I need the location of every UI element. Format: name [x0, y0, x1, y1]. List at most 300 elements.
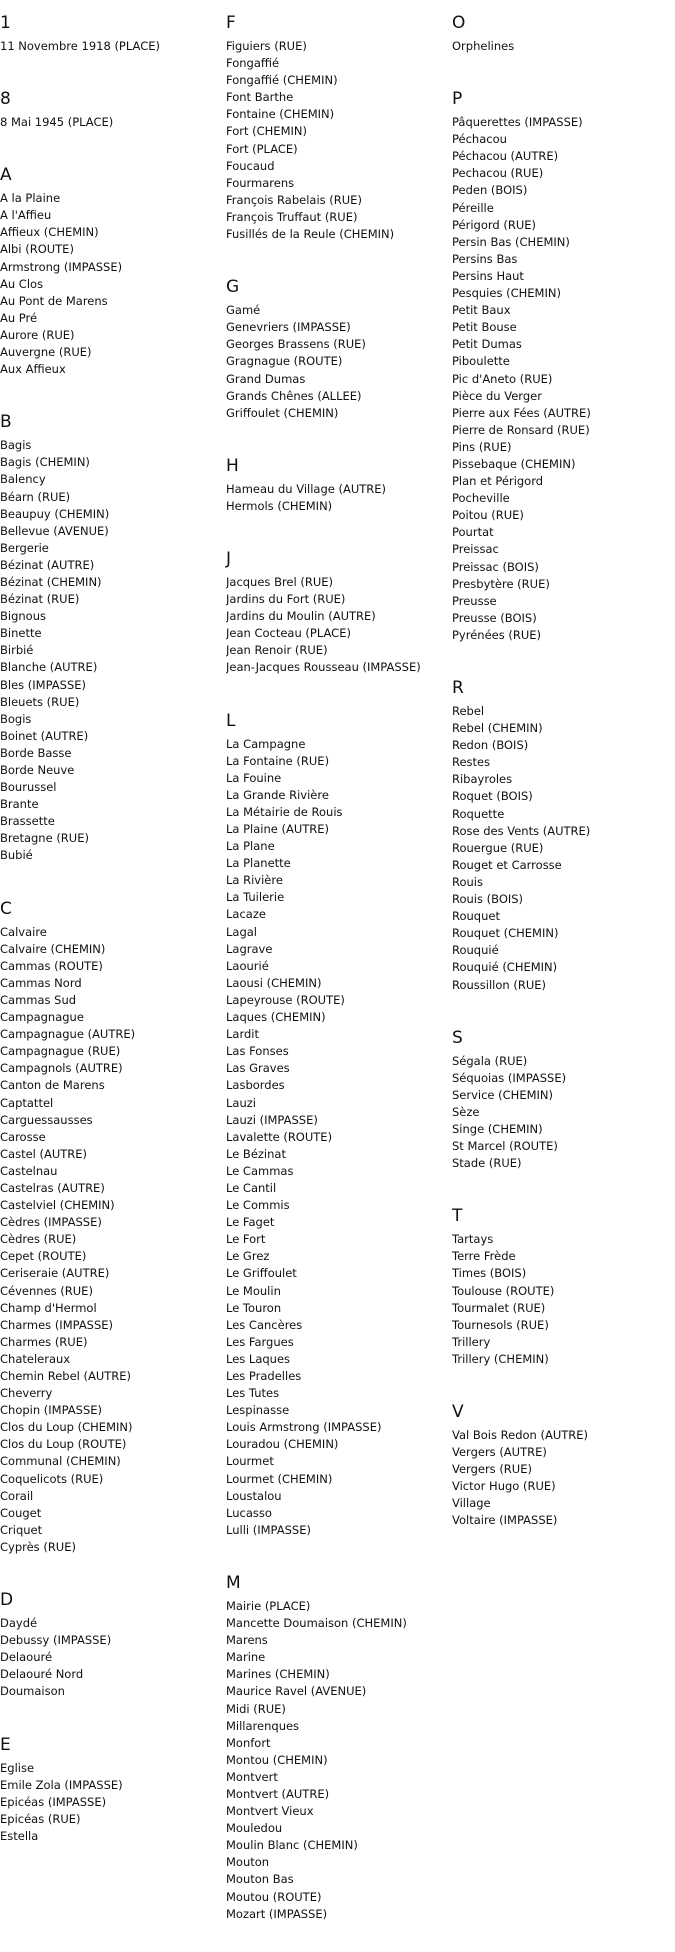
- street-name-item: Captattel: [0, 1095, 54, 1110]
- street-name-item: Communal (CHEMIN): [0, 1454, 121, 1469]
- street-name-item: Preissac: [452, 542, 499, 557]
- street-name-item: Monfort: [226, 1735, 271, 1750]
- street-list: [0, 1615, 220, 1700]
- street-list: [452, 1053, 672, 1173]
- section-letter-heading: F: [226, 13, 236, 33]
- street-name-item: Fontaine (CHEMIN): [226, 107, 335, 122]
- street-name-item: Aurore (RUE): [0, 327, 75, 342]
- letter-section: [226, 8, 446, 243]
- street-list: [452, 1427, 672, 1530]
- street-name-item: Bogis: [0, 711, 32, 726]
- street-name-item: La Tuilerie: [226, 890, 285, 905]
- section-letter-heading: P: [452, 89, 463, 110]
- street-name-item: Mancette Doumaison (CHEMIN): [226, 1616, 407, 1631]
- street-name-item: Pic d'Aneto (RUE): [452, 371, 553, 386]
- street-name-item: Georges Brassens (RUE): [226, 337, 366, 352]
- street-name-item: Au Pré: [0, 310, 38, 325]
- street-name-item: Epicéas (IMPASSE): [0, 1794, 107, 1809]
- letter-section: [226, 272, 446, 422]
- street-name-item: Figuiers (RUE): [226, 39, 307, 53]
- section-letter-heading: E: [0, 1734, 11, 1755]
- street-name-item: Foucaud: [226, 158, 275, 173]
- street-name-item: Rouergue (RUE): [452, 840, 544, 855]
- street-name-item: Rouquet: [452, 909, 500, 924]
- street-name-item: Rouquet (CHEMIN): [452, 926, 559, 941]
- street-name-item: Bagis: [0, 438, 32, 453]
- section-letter-heading: R: [452, 678, 464, 698]
- street-name-item: Bézinat (CHEMIN): [0, 574, 102, 589]
- street-name-item: Bignous: [0, 609, 46, 624]
- street-name-item: La Grande Rivière: [226, 787, 329, 802]
- street-name-item: Petit Bouse: [452, 320, 517, 335]
- letter-section: [226, 544, 446, 677]
- street-name-item: Val Bois Redon (AUTRE): [452, 1428, 589, 1442]
- street-name-item: Ribayroles: [452, 772, 513, 787]
- letter-section: [0, 1585, 220, 1700]
- section-letter-heading: T: [452, 1206, 463, 1227]
- street-name-item: Le Bézinat: [226, 1146, 286, 1161]
- street-name-item: Bubié: [0, 848, 33, 863]
- letter-section: [226, 1568, 446, 1923]
- index-column-1: [0, 8, 220, 1874]
- street-list: [226, 1598, 446, 1923]
- section-letter-heading: V: [452, 1402, 464, 1422]
- street-name-item: Jean-Jacques Rousseau (IMPASSE): [226, 660, 421, 675]
- section-letter-heading: H: [226, 455, 239, 476]
- street-name-item: Bagis (CHEMIN): [0, 455, 90, 470]
- street-name-item: Mouledou: [226, 1821, 283, 1836]
- street-name-item: Plan et Périgord: [452, 474, 544, 489]
- section-letter-heading: 8: [0, 89, 11, 110]
- street-name-item: Laousi (CHEMIN): [226, 975, 322, 990]
- street-name-item: Binette: [0, 626, 42, 641]
- street-name-item: Terre Frède: [452, 1249, 516, 1264]
- street-name-item: Bretagne (RUE): [0, 831, 89, 846]
- street-name-item: Fort (CHEMIN): [226, 124, 307, 139]
- letter-section: [0, 84, 220, 131]
- street-name-item: Péchacou (AUTRE): [452, 149, 559, 164]
- street-name-item: Lulli (IMPASSE): [226, 1522, 311, 1537]
- section-letter-heading: C: [0, 898, 12, 919]
- street-name-item: Campagnols (AUTRE): [0, 1061, 123, 1076]
- letter-section: [452, 1201, 672, 1368]
- street-name-item: Fusillés de la Reule (CHEMIN): [226, 227, 395, 242]
- letter-section: [226, 706, 446, 1539]
- street-name-item: Pocheville: [452, 491, 510, 506]
- section-letter-heading: J: [226, 548, 232, 569]
- street-name-item: Lespinasse: [226, 1403, 290, 1418]
- street-name-item: Affieux (CHEMIN): [0, 225, 99, 240]
- street-name-item: Pierre aux Fées (AUTRE): [452, 405, 591, 420]
- street-name-item: Stade (RUE): [452, 1156, 522, 1171]
- street-name-item: Campagnague: [0, 1010, 84, 1025]
- street-name-item: Carguessausses: [0, 1112, 93, 1127]
- street-name-item: Mouton: [226, 1855, 270, 1870]
- street-name-item: Las Graves: [226, 1061, 290, 1076]
- street-name-item: Piboulette: [452, 354, 510, 369]
- street-name-item: Le Cantil: [226, 1180, 277, 1195]
- street-name-item: Le Faget: [226, 1215, 275, 1230]
- street-name-item: Coquelicots (RUE): [0, 1471, 104, 1486]
- street-name-item: Preissac (BOIS): [452, 559, 539, 574]
- street-name-item: Castelras (AUTRE): [0, 1180, 105, 1195]
- street-name-item: Calvaire: [0, 924, 47, 939]
- street-name-item: Pierre de Ronsard (RUE): [452, 422, 590, 437]
- street-name-item: Bellevue (AVENUE): [0, 523, 109, 538]
- street-name-item: Béarn (RUE): [0, 489, 71, 504]
- street-name-item: St Marcel (ROUTE): [452, 1139, 558, 1154]
- street-name-item: Chemin Rebel (AUTRE): [0, 1369, 132, 1383]
- street-name-item: Delaouré Nord: [0, 1667, 84, 1682]
- street-name-item: Grands Chênes (ALLEE): [226, 388, 362, 403]
- street-name-item: Canton de Marens: [0, 1078, 105, 1093]
- street-name-item: Grand Dumas: [226, 371, 306, 386]
- street-name-item: Mozart (IMPASSE): [226, 1906, 328, 1921]
- street-name-item: Campagnague (RUE): [0, 1044, 121, 1059]
- street-name-item: Mairie (PLACE): [226, 1598, 311, 1613]
- street-name-item: Millarenques: [226, 1718, 300, 1733]
- street-name-item: Tourmalet (RUE): [452, 1300, 546, 1315]
- street-name-item: Brassette: [0, 814, 55, 829]
- street-name-item: Mouton Bas: [226, 1872, 294, 1887]
- street-list: [0, 1760, 220, 1845]
- street-name-item: Les Laques: [226, 1351, 291, 1366]
- street-name-item: 8 Mai 1945 (PLACE): [0, 115, 114, 130]
- letter-section: [0, 1730, 220, 1845]
- street-name-item: Lauzi: [226, 1095, 256, 1110]
- street-list: [0, 114, 220, 131]
- street-name-item: Griffoulet (CHEMIN): [226, 405, 339, 420]
- street-name-item: Persins Haut: [452, 268, 524, 283]
- street-name-item: François Truffaut (RUE): [226, 209, 358, 224]
- street-name-item: Péreille: [452, 200, 494, 215]
- street-name-item: A la Plaine: [0, 191, 61, 206]
- street-list: [452, 38, 672, 55]
- street-name-item: Pissebaque (CHEMIN): [452, 456, 576, 471]
- street-name-item: Persins Bas: [452, 251, 518, 266]
- street-name-item: Marens: [226, 1633, 268, 1648]
- street-name-item: Le Commis: [226, 1198, 290, 1213]
- street-list: [226, 38, 446, 243]
- street-name-item: Bézinat (RUE): [0, 592, 80, 607]
- letter-section: [452, 8, 672, 55]
- street-list: [226, 736, 446, 1539]
- index-column-2: [226, 8, 446, 1952]
- street-name-item: Lauzi (IMPASSE): [226, 1112, 318, 1127]
- street-name-item: Albi (ROUTE): [0, 242, 74, 257]
- street-name-item: Cèdres (IMPASSE): [0, 1215, 102, 1230]
- letter-section: [452, 673, 672, 994]
- street-name-item: Borde Neuve: [0, 763, 75, 777]
- street-name-item: La Plaine (AUTRE): [226, 822, 330, 836]
- street-name-item: Lucasso: [226, 1505, 272, 1520]
- street-name-item: Lacaze: [226, 907, 266, 922]
- street-name-item: Doumaison: [0, 1684, 65, 1699]
- street-name-item: Village: [452, 1496, 491, 1511]
- letter-section: [0, 894, 220, 1556]
- street-name-item: Aux Affieux: [0, 362, 66, 377]
- street-name-item: Louradou (CHEMIN): [226, 1437, 339, 1452]
- street-name-item: Lourmet: [226, 1454, 274, 1469]
- index-column-3: [452, 8, 672, 1559]
- street-name-item: Corail: [0, 1488, 34, 1503]
- street-name-item: Birbié: [0, 643, 34, 658]
- street-name-item: Petit Baux: [452, 303, 511, 318]
- street-name-item: Rebel: [452, 704, 485, 718]
- street-name-item: Montvert Vieux: [226, 1804, 314, 1819]
- street-name-item: Pins (RUE): [452, 439, 512, 454]
- street-name-item: Pièce du Verger: [452, 388, 542, 403]
- street-name-item: Au Clos: [0, 276, 44, 291]
- street-name-item: Montou (CHEMIN): [226, 1752, 328, 1767]
- street-name-item: Redon (BOIS): [452, 738, 529, 753]
- section-letter-heading: A: [0, 165, 12, 186]
- street-name-item: La Métairie de Rouis: [226, 804, 343, 819]
- street-name-item: Au Pont de Marens: [0, 293, 108, 308]
- street-name-item: Périgord (RUE): [452, 217, 536, 232]
- street-name-item: Sèze: [452, 1104, 480, 1119]
- street-name-item: Campagnague (AUTRE): [0, 1027, 136, 1042]
- street-name-item: Lagrave: [226, 941, 273, 956]
- street-list: [0, 38, 220, 55]
- street-name-item: Fongaffié (CHEMIN): [226, 73, 338, 88]
- street-name-item: Rose des Vents (AUTRE): [452, 823, 591, 838]
- street-name-item: Cammas Nord: [0, 975, 82, 990]
- section-letter-heading: L: [226, 710, 236, 731]
- street-name-item: Rouis (BOIS): [452, 892, 524, 907]
- street-name-item: Poitou (RUE): [452, 508, 524, 523]
- street-name-item: Les Pradelles: [226, 1369, 302, 1383]
- street-name-item: Trillery (CHEMIN): [452, 1351, 549, 1366]
- street-name-item: La Fontaine (RUE): [226, 753, 330, 768]
- street-name-item: Bergerie: [0, 540, 49, 555]
- street-name-item: Font Barthe: [226, 90, 294, 105]
- street-name-item: Singe (CHEMIN): [452, 1121, 543, 1136]
- street-name-item: Vergers (AUTRE): [452, 1445, 547, 1460]
- street-name-item: La Rivière: [226, 873, 283, 888]
- street-name-item: Rouget et Carrosse: [452, 857, 562, 872]
- street-name-item: A l'Affieu: [0, 208, 52, 223]
- street-name-item: Chateleraux: [0, 1351, 71, 1366]
- street-name-item: Bleuets (RUE): [0, 694, 80, 709]
- street-name-item: Daydé: [0, 1616, 38, 1631]
- street-name-item: Moulin Blanc (CHEMIN): [226, 1838, 358, 1853]
- street-name-item: Cammas Sud: [0, 992, 77, 1007]
- street-name-item: Trillery: [452, 1334, 491, 1349]
- street-name-item: Emile Zola (IMPASSE): [0, 1777, 123, 1792]
- street-name-item: Cheverry: [0, 1386, 53, 1401]
- street-name-item: Peden (BOIS): [452, 183, 528, 198]
- street-name-item: Victor Hugo (RUE): [452, 1479, 556, 1494]
- street-list: [226, 302, 446, 422]
- street-name-item: Rouquié: [452, 943, 499, 958]
- street-name-item: Jean Cocteau (PLACE): [226, 626, 351, 641]
- street-name-item: Moutou (ROUTE): [226, 1889, 322, 1904]
- street-name-item: Roquette: [452, 806, 505, 821]
- street-name-item: Castelviel (CHEMIN): [0, 1198, 115, 1213]
- street-name-item: Bles (IMPASSE): [0, 677, 87, 692]
- street-name-item: Le Griffoulet: [226, 1266, 297, 1281]
- street-name-item: Roussillon (RUE): [452, 977, 546, 992]
- street-name-item: Preusse (BOIS): [452, 610, 537, 625]
- street-name-item: Vergers (RUE): [452, 1462, 532, 1477]
- street-name-item: Couget: [0, 1505, 42, 1520]
- street-name-item: Delaouré: [0, 1650, 53, 1665]
- street-name-item: Eglise: [0, 1760, 35, 1775]
- street-name-item: Rebel (CHEMIN): [452, 721, 543, 736]
- street-name-item: Cyprès (RUE): [0, 1539, 76, 1554]
- street-name-item: Gamé: [226, 303, 261, 318]
- street-name-item: La Campagne: [226, 736, 306, 751]
- street-list: [452, 114, 672, 644]
- street-name-item: Bézinat (AUTRE): [0, 557, 95, 572]
- section-letter-heading: M: [226, 1572, 241, 1593]
- street-list: [226, 574, 446, 677]
- street-name-item: Persin Bas (CHEMIN): [452, 234, 570, 249]
- street-name-item: Beaupuy (CHEMIN): [0, 506, 110, 521]
- street-name-item: Lasbordes: [226, 1078, 285, 1093]
- street-name-item: Roquet (BOIS): [452, 789, 533, 804]
- street-name-item: Cèdres (RUE): [0, 1232, 77, 1247]
- street-name-item: Marine: [226, 1650, 266, 1665]
- street-name-item: Rouquié (CHEMIN): [452, 960, 558, 975]
- letter-section: [452, 84, 672, 644]
- street-name-item: Pyrénées (RUE): [452, 627, 542, 642]
- street-name-item: Midi (RUE): [226, 1701, 286, 1716]
- street-name-item: Rouis: [452, 874, 483, 889]
- street-name-item: Castelnau: [0, 1163, 58, 1178]
- street-name-item: Balency: [0, 472, 46, 487]
- street-name-item: Brante: [0, 797, 39, 812]
- street-name-item: Preusse: [452, 593, 497, 608]
- street-name-item: Estella: [0, 1828, 39, 1843]
- letter-section: [0, 8, 220, 55]
- street-name-item: Pâquerettes (IMPASSE): [452, 115, 583, 130]
- street-name-item: Petit Dumas: [452, 337, 522, 352]
- street-name-item: La Planette: [226, 856, 291, 871]
- street-name-item: Gragnague (ROUTE): [226, 354, 343, 369]
- street-name-item: Genevriers (IMPASSE): [226, 320, 351, 335]
- street-list: [0, 437, 220, 864]
- street-name-item: Fongaffié: [226, 56, 280, 71]
- street-name-item: Clos du Loup (CHEMIN): [0, 1420, 133, 1435]
- street-name-item: Orphelines: [452, 39, 515, 53]
- street-name-item: Lavalette (ROUTE): [226, 1129, 333, 1144]
- street-list: [452, 703, 672, 994]
- section-letter-heading: G: [226, 277, 240, 298]
- street-name-item: Montvert: [226, 1769, 278, 1784]
- street-name-item: Tartays: [452, 1232, 494, 1247]
- street-name-item: Armstrong (IMPASSE): [0, 259, 123, 274]
- street-name-item: Ségala (RUE): [452, 1053, 528, 1068]
- street-name-item: La Fouine: [226, 770, 282, 785]
- street-name-item: Maurice Ravel (AVENUE): [226, 1684, 367, 1699]
- street-name-item: Le Cammas: [226, 1163, 294, 1178]
- street-name-item: Le Fort: [226, 1232, 266, 1247]
- street-name-item: Ceriseraie (AUTRE): [0, 1266, 110, 1281]
- street-name-item: Montvert (AUTRE): [226, 1786, 330, 1801]
- letter-section: [452, 1023, 672, 1173]
- letter-section: [0, 160, 220, 378]
- section-letter-heading: 1: [0, 13, 11, 33]
- street-name-item: Auvergne (RUE): [0, 345, 92, 360]
- letter-section: [0, 407, 220, 864]
- street-name-item: Laourié: [226, 958, 269, 973]
- street-list: [0, 924, 220, 1556]
- street-name-item: Las Fonses: [226, 1044, 289, 1059]
- street-name-item: 11 Novembre 1918 (PLACE): [0, 39, 160, 53]
- street-name-item: Cepet (ROUTE): [0, 1249, 87, 1264]
- street-name-item: Charmes (IMPASSE): [0, 1317, 114, 1332]
- letter-section: [452, 1397, 672, 1530]
- street-name-item: Fort (PLACE): [226, 141, 298, 156]
- street-name-item: Séquoias (IMPASSE): [452, 1070, 567, 1085]
- street-name-item: Cammas (ROUTE): [0, 958, 103, 973]
- street-name-item: Le Grez: [226, 1249, 270, 1264]
- street-name-item: Péchacou: [452, 132, 507, 147]
- section-letter-heading: B: [0, 412, 12, 433]
- street-name-item: Chopin (IMPASSE): [0, 1403, 103, 1418]
- street-name-item: Epicéas (RUE): [0, 1811, 81, 1826]
- street-name-item: Les Cancères: [226, 1317, 303, 1332]
- street-name-item: Times (BOIS): [452, 1266, 527, 1281]
- street-name-item: Hameau du Village (AUTRE): [226, 481, 387, 496]
- street-name-item: Lagal: [226, 924, 257, 939]
- street-name-item: Criquet: [0, 1522, 43, 1537]
- street-name-item: Lardit: [226, 1027, 259, 1042]
- street-name-item: Clos du Loup (ROUTE): [0, 1437, 127, 1452]
- street-name-item: Borde Basse: [0, 745, 72, 760]
- street-name-item: Marines (CHEMIN): [226, 1667, 330, 1682]
- street-name-item: Laques (CHEMIN): [226, 1010, 326, 1025]
- street-name-item: Charmes (RUE): [0, 1334, 88, 1349]
- street-name-item: Presbytère (RUE): [452, 576, 550, 591]
- section-letter-heading: S: [452, 1027, 463, 1048]
- street-name-item: Pesquies (CHEMIN): [452, 286, 561, 301]
- street-name-item: Bourussel: [0, 780, 57, 795]
- street-name-item: Champ d'Hermol: [0, 1300, 97, 1315]
- street-name-item: Debussy (IMPASSE): [0, 1633, 112, 1648]
- street-name-item: Carosse: [0, 1129, 46, 1144]
- street-name-item: Blanche (AUTRE): [0, 660, 98, 675]
- street-name-item: Jardins du Fort (RUE): [226, 592, 346, 607]
- street-list: [226, 481, 446, 515]
- street-name-item: Pechacou (RUE): [452, 166, 544, 181]
- street-name-item: Boinet (AUTRE): [0, 728, 89, 743]
- street-name-item: Fourmarens: [226, 175, 295, 190]
- street-name-item: Tournesols (RUE): [452, 1317, 549, 1332]
- street-name-item: Les Tutes: [226, 1386, 280, 1401]
- street-name-item: Jean Renoir (RUE): [226, 643, 328, 658]
- street-name-item: Le Moulin: [226, 1283, 281, 1298]
- section-letter-heading: D: [0, 1590, 14, 1611]
- street-name-item: Le Touron: [226, 1300, 282, 1315]
- street-name-item: Lourmet (CHEMIN): [226, 1471, 333, 1486]
- section-letter-heading: O: [452, 13, 466, 33]
- street-name-item: Jacques Brel (RUE): [226, 574, 334, 589]
- street-name-item: Jardins du Moulin (AUTRE): [226, 609, 376, 624]
- street-name-item: Lapeyrouse (ROUTE): [226, 992, 345, 1007]
- street-name-item: Voltaire (IMPASSE): [452, 1513, 558, 1528]
- street-name-item: Louis Armstrong (IMPASSE): [226, 1420, 382, 1435]
- street-name-item: Restes: [452, 755, 491, 770]
- street-list: [452, 1231, 672, 1368]
- street-list: [0, 190, 220, 378]
- street-name-item: Calvaire (CHEMIN): [0, 941, 106, 956]
- street-name-item: Castel (AUTRE): [0, 1146, 88, 1161]
- street-name-item: Hermols (CHEMIN): [226, 498, 333, 513]
- street-name-item: Loustalou: [226, 1488, 282, 1503]
